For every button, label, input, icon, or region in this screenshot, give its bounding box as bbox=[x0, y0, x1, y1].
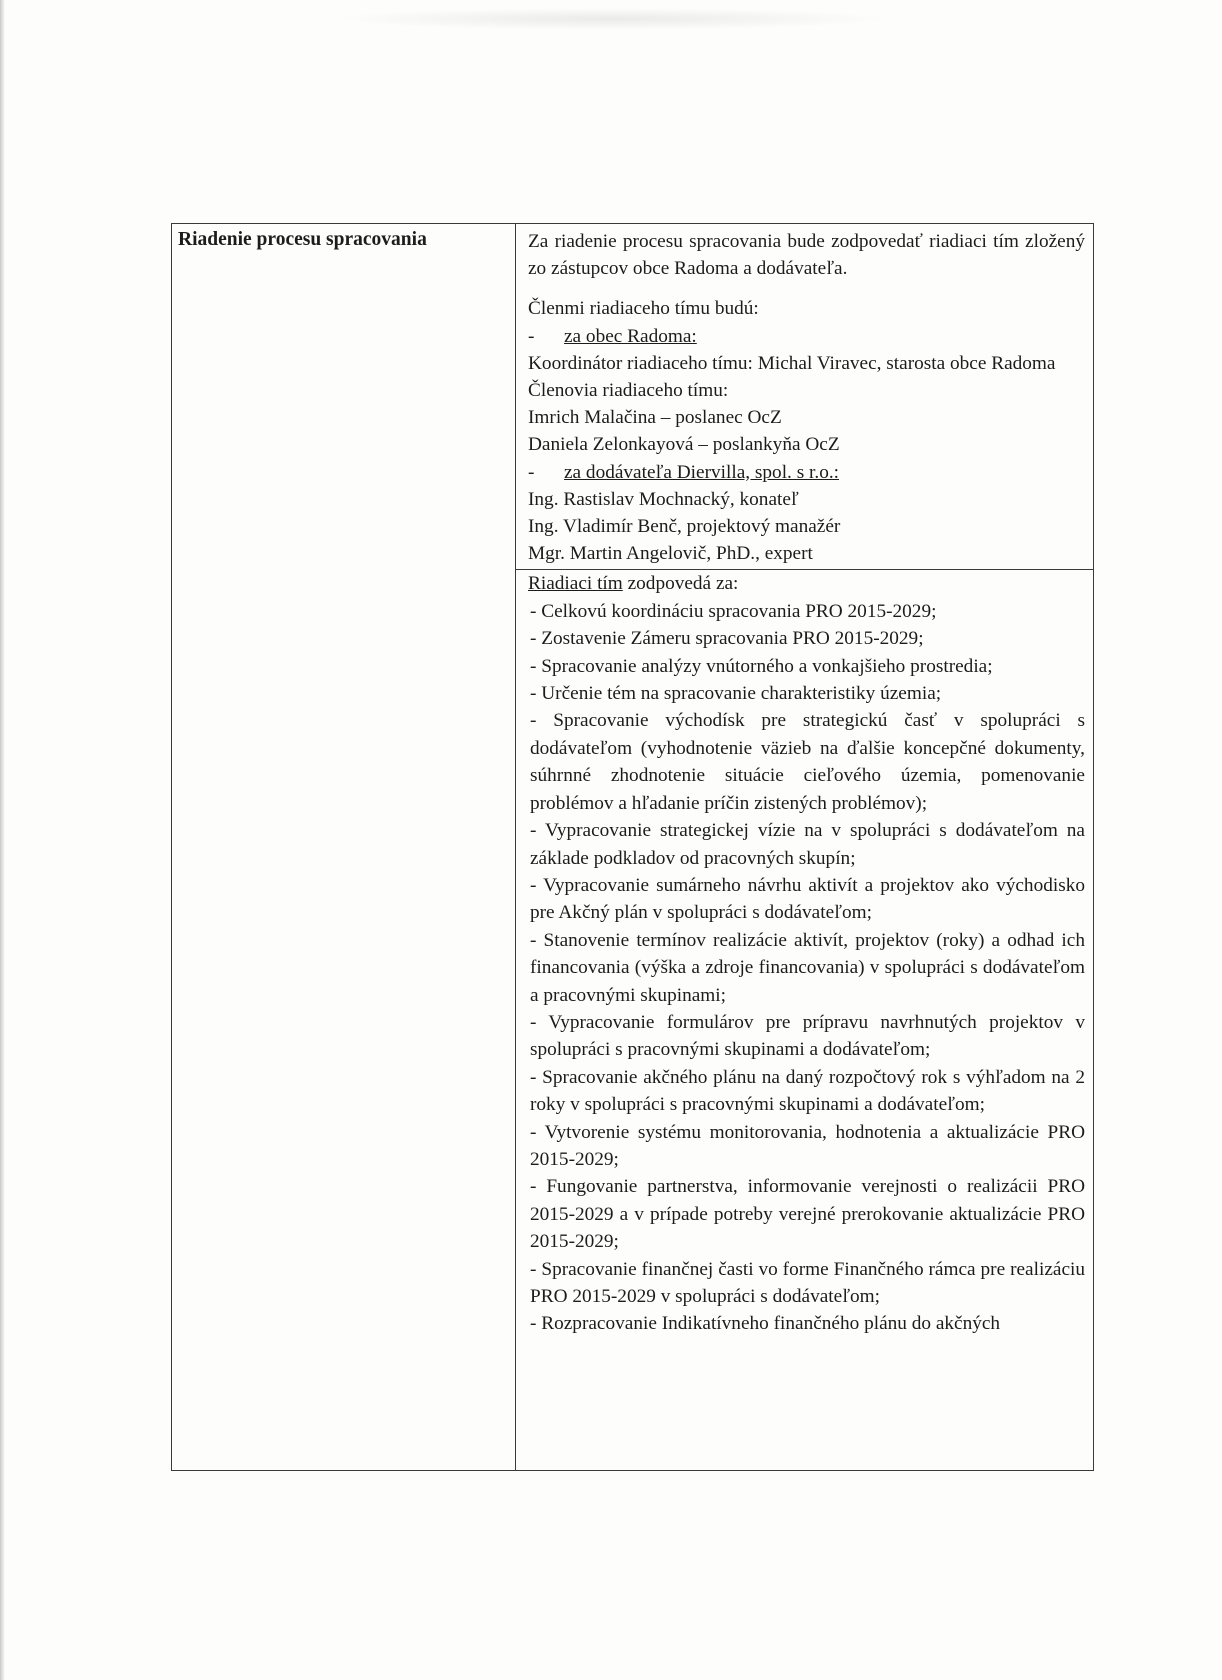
supplier-member-line: Ing. Rastislav Mochnacký, konateľ bbox=[528, 488, 799, 510]
member-line: Imrich Malačina – poslanec OcZ bbox=[528, 407, 782, 429]
responsibility-item: - Spracovanie analýzy vnútorného a vonkajšieho prostredia; bbox=[530, 655, 993, 677]
scan-page-edge bbox=[0, 0, 5, 1680]
responsibilities-lead bbox=[528, 570, 1085, 597]
responsibility-item: - Zostavenie Zámeru spracovania PRO 2015-2029; bbox=[530, 628, 924, 650]
responsibility-item: - Určenie tém na spracovanie charakteristiky územia; bbox=[530, 683, 942, 705]
responsibility-item: - Spracovanie akčného plánu na daný rozpočtový rok s výhľadom na 2 roky v spolupráci s pracovnými skupinami a dodávateľom; bbox=[530, 1066, 1085, 1116]
responsibilities-lead-rest: zodpovedá za: bbox=[622, 573, 739, 595]
municipality-group-label: za obec Radoma: bbox=[564, 325, 697, 347]
section-heading-cell bbox=[172, 224, 516, 1471]
supplier-member-line: Mgr. Martin Angelovič, PhD., expert bbox=[528, 543, 813, 565]
scan-artifact bbox=[330, 8, 890, 30]
members-heading: Členmi riadiaceho tímu budú: bbox=[528, 298, 759, 320]
responsibility-item: - Vytvorenie systému monitorovania, hodnotenia a aktualizácie PRO 2015-2029; bbox=[530, 1121, 1085, 1170]
responsibility-item: - Spracovanie východísk pre strategickú časť v spolupráci s dodávateľom (vyhodnotenie väzieb na ďalšie koncepčné dokumenty, súhrnné zhodnotenie situácie cieľového územia, pomenovanie problémov a hľadanie príčin zistených problémov); bbox=[530, 710, 1085, 814]
members-label: Členovia riadiaceho tímu: bbox=[528, 380, 729, 402]
responsibility-item: - Vypracovanie formulárov pre prípravu navrhnutých projektov v spolupráci s pracovnými skupinami a dodávateľom; bbox=[530, 1011, 1085, 1061]
supplier-group-label: za dodávateľa Diervilla, spol. s r.o.: bbox=[564, 461, 840, 483]
responsibilities-lead-underlined: Riadiaci tím bbox=[528, 573, 623, 595]
list-dash: - bbox=[528, 325, 535, 347]
member-line: Daniela Zelonkayová – poslankyňa OcZ bbox=[528, 434, 840, 456]
supplier-member-line: Ing. Vladimír Benč, projektový manažér bbox=[528, 516, 841, 538]
team-composition-cell bbox=[516, 224, 1094, 570]
responsibility-item: - Spracovanie finančnej časti vo forme Finančného rámca pre realizáciu PRO 2015-2029 v spolupráci s dodávateľom; bbox=[530, 1258, 1085, 1307]
coordinator-line: Koordinátor riadiaceho tímu: Michal Viravec, starosta obce Radoma bbox=[528, 352, 1056, 374]
intro-paragraph: Za riadenie procesu spracovania bude zodpovedať riadiaci tím zložený zo zástupcov obce Radoma a dodávateľa. bbox=[528, 231, 1085, 280]
document-table bbox=[171, 223, 1094, 1471]
municipality-group-line bbox=[528, 323, 1085, 350]
section-heading: Riadenie procesu spracovania bbox=[178, 229, 427, 250]
responsibility-item: - Celkovú koordináciu spracovania PRO 2015-2029; bbox=[530, 600, 937, 622]
responsibility-item: - Vypracovanie sumárneho návrhu aktivít a projektov ako východisko pre Akčný plán v spolupráci s dodávateľom; bbox=[530, 874, 1085, 924]
responsibility-item: - Vypracovanie strategickej vízie na v spolupráci s dodávateľom na základe podkladov od pracovných skupín; bbox=[530, 820, 1085, 869]
responsibility-item: - Fungovanie partnerstva, informovanie verejnosti o realizácii PRO 2015-2029 a v prípade potreby verejné prerokovanie aktualizácie PRO 2015-2029; bbox=[530, 1176, 1085, 1253]
responsibility-item: - Stanovenie termínov realizácie aktivít, projektov (roky) a odhad ich financovania (výška a zdroje financovania) v spolupráci s dodávateľom a pracovnými skupinami; bbox=[530, 929, 1085, 1006]
responsibilities-cell bbox=[516, 570, 1094, 1471]
responsibility-item: - Rozpracovanie Indikatívneho finančného plánu do akčných bbox=[530, 1313, 1001, 1335]
table-row bbox=[172, 224, 1094, 570]
supplier-group-line bbox=[528, 459, 1085, 486]
list-dash: - bbox=[528, 461, 535, 483]
